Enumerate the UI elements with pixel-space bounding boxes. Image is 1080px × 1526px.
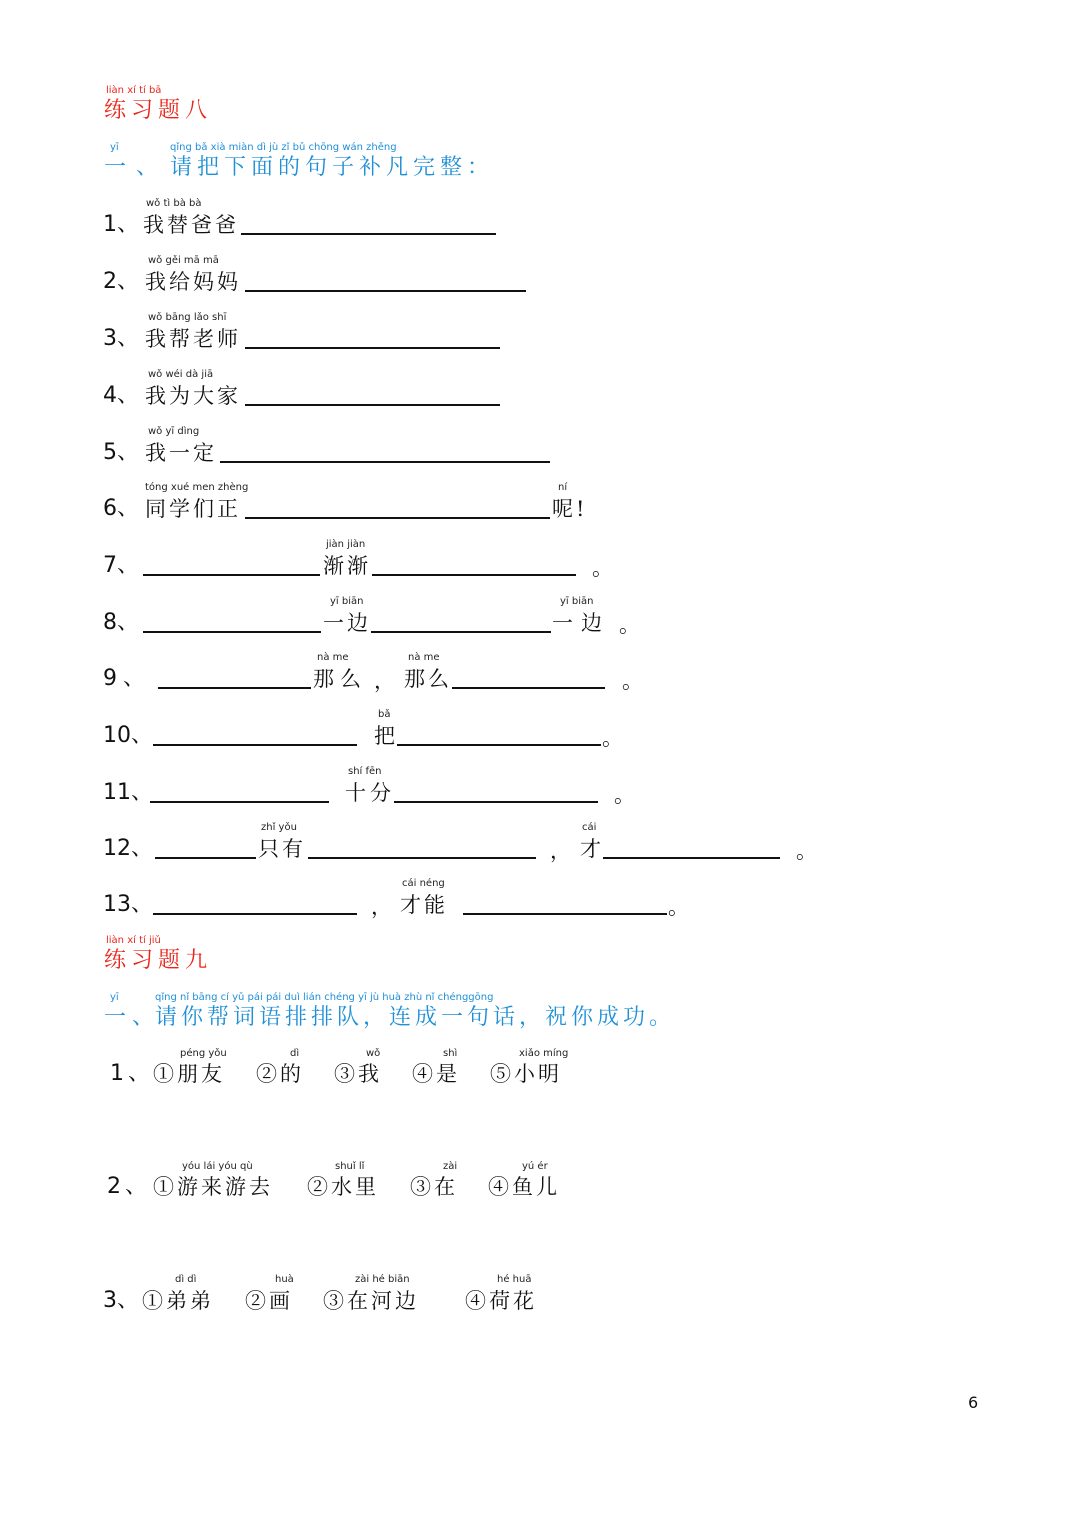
answer-blank[interactable] bbox=[603, 857, 780, 859]
item-text: 只有 bbox=[258, 837, 306, 861]
item-end-mark: 。 bbox=[622, 669, 646, 693]
section2-num: 一、 bbox=[104, 1005, 161, 1030]
word-pinyin: shuǐ lǐ bbox=[335, 1161, 365, 1172]
word-pinyin: zài bbox=[443, 1161, 458, 1172]
item-text: 我替爸爸 bbox=[143, 213, 239, 237]
item-number: 11、 bbox=[103, 780, 153, 805]
item-comma: ， bbox=[550, 839, 574, 863]
word-card: ②水里 bbox=[307, 1175, 379, 1199]
answer-blank[interactable] bbox=[158, 687, 311, 689]
item-text: 我给妈妈 bbox=[145, 270, 241, 294]
item-number: 3、 bbox=[103, 326, 139, 351]
item-number: 9、 bbox=[103, 666, 151, 691]
word-pinyin: dì bbox=[290, 1048, 300, 1059]
word-pinyin: wǒ bbox=[366, 1048, 381, 1059]
item-text-2: 才 bbox=[580, 837, 604, 861]
item-text-2: 呢! bbox=[552, 497, 588, 521]
section1-instruction-pinyin: qǐng bǎ xià miàn dì jù zǐ bǔ chōng wán zhěng bbox=[170, 142, 397, 153]
item-number: 12、 bbox=[103, 836, 153, 861]
word-card: ④荷花 bbox=[465, 1289, 537, 1313]
answer-blank[interactable] bbox=[371, 631, 551, 633]
section2-instruction: 请你帮词语排排队，连成一句话，祝你成功。 bbox=[155, 1005, 676, 1030]
answer-blank[interactable] bbox=[452, 687, 605, 689]
item-end-mark: 。 bbox=[614, 783, 638, 807]
answer-blank[interactable] bbox=[245, 290, 526, 292]
word-card: ⑤小明 bbox=[490, 1062, 562, 1086]
item-text: 才能 bbox=[400, 893, 448, 917]
answer-blank[interactable] bbox=[153, 913, 357, 915]
word-pinyin: zài hé biān bbox=[355, 1274, 410, 1285]
answer-blank[interactable] bbox=[245, 517, 550, 519]
item-pinyin: wǒ yī dìng bbox=[148, 426, 200, 437]
answer-blank[interactable] bbox=[397, 744, 601, 746]
item-pinyin: wǒ bāng lǎo shī bbox=[148, 312, 227, 323]
item-pinyin-2: cái bbox=[582, 822, 597, 833]
answer-blank[interactable] bbox=[241, 233, 496, 235]
item-text: 渐渐 bbox=[323, 554, 371, 578]
item-pinyin: wǒ tì bà bà bbox=[146, 198, 202, 209]
item-text: 同学们正 bbox=[145, 497, 241, 521]
word-card: ①游来游去 bbox=[153, 1175, 273, 1199]
word-card: ②画 bbox=[245, 1289, 293, 1313]
item-number: 8、 bbox=[103, 610, 139, 635]
item-text-2: 那么 bbox=[404, 667, 452, 691]
item-pinyin-2: nà me bbox=[408, 652, 440, 663]
item-number: 4、 bbox=[103, 383, 139, 408]
word-card: ③在河边 bbox=[323, 1289, 419, 1313]
section2-num-pinyin: yī bbox=[110, 992, 119, 1003]
item-pinyin: jiàn jiàn bbox=[326, 539, 366, 550]
item-pinyin: nà me bbox=[317, 652, 349, 663]
item-pinyin: cái néng bbox=[402, 878, 445, 889]
item-number: 7、 bbox=[103, 553, 139, 578]
section1-num: 一、 bbox=[104, 155, 169, 180]
item-text: 十分 bbox=[345, 781, 395, 805]
item-comma: ， bbox=[374, 669, 398, 693]
answer-blank[interactable] bbox=[153, 744, 357, 746]
section2-instruction-pinyin: qǐng nǐ bāng cí yǔ pái pái duì lián chéng yī jù huà zhù nǐ chénggōng bbox=[155, 992, 494, 1003]
exercise9-title-pinyin: liàn xí tí jiǔ bbox=[106, 935, 161, 946]
item-end-mark: 。 bbox=[796, 839, 820, 863]
item-pinyin: wǒ gěi mā mā bbox=[148, 255, 219, 266]
item-pinyin: tóng xué men zhèng bbox=[145, 482, 249, 493]
item-text: 我一定 bbox=[145, 441, 217, 465]
word-card: ④是 bbox=[412, 1062, 460, 1086]
item-end-mark: 。 bbox=[592, 556, 616, 580]
answer-blank[interactable] bbox=[372, 574, 576, 576]
word-card: ③我 bbox=[334, 1062, 382, 1086]
question-number: 3、 bbox=[103, 1288, 139, 1313]
item-end-mark: 。 bbox=[668, 895, 692, 919]
word-card: ④鱼儿 bbox=[488, 1175, 560, 1199]
word-pinyin: péng yǒu bbox=[180, 1048, 227, 1059]
item-end-mark: 。 bbox=[619, 613, 643, 637]
item-number: 10、 bbox=[103, 723, 153, 748]
page-number: 6 bbox=[968, 1393, 979, 1412]
answer-blank[interactable] bbox=[220, 461, 550, 463]
section1-instruction: 请把下面的句子补凡完整： bbox=[170, 155, 495, 180]
answer-blank[interactable] bbox=[245, 347, 500, 349]
item-pinyin: wǒ wéi dà jiā bbox=[148, 369, 214, 380]
word-pinyin: shì bbox=[443, 1048, 458, 1059]
word-card: ③在 bbox=[410, 1175, 458, 1199]
answer-blank[interactable] bbox=[143, 574, 320, 576]
item-text-2: 一边 bbox=[552, 611, 610, 635]
answer-blank[interactable] bbox=[308, 857, 536, 859]
exercise8-title: 练习题八 bbox=[104, 98, 213, 123]
word-card: ①朋友 bbox=[153, 1062, 225, 1086]
word-pinyin: huà bbox=[275, 1274, 294, 1285]
item-end-mark: 。 bbox=[602, 726, 626, 750]
exercise9-title: 练习题九 bbox=[104, 948, 213, 973]
word-pinyin: dì dì bbox=[175, 1274, 197, 1285]
question-number: 1、 bbox=[110, 1061, 154, 1086]
answer-blank[interactable] bbox=[394, 801, 598, 803]
answer-blank[interactable] bbox=[155, 857, 256, 859]
item-number: 5、 bbox=[103, 440, 139, 465]
word-pinyin: yú ér bbox=[522, 1161, 548, 1172]
word-pinyin: hé huā bbox=[497, 1274, 532, 1285]
item-comma: ， bbox=[371, 895, 395, 919]
item-number: 2、 bbox=[103, 269, 139, 294]
item-pinyin-2: yī biān bbox=[560, 596, 594, 607]
item-pinyin: shí fēn bbox=[348, 766, 382, 777]
word-card: ②的 bbox=[256, 1062, 304, 1086]
item-text: 那么 bbox=[313, 667, 367, 691]
item-text: 我为大家 bbox=[145, 384, 241, 408]
word-pinyin: xiǎo míng bbox=[519, 1048, 569, 1059]
answer-blank[interactable] bbox=[245, 404, 500, 406]
item-number: 13、 bbox=[103, 892, 153, 917]
word-pinyin: yóu lái yóu qù bbox=[182, 1161, 253, 1172]
answer-blank[interactable] bbox=[463, 913, 667, 915]
item-text: 我帮老师 bbox=[145, 327, 241, 351]
word-card: ①弟弟 bbox=[142, 1289, 214, 1313]
item-text: 一边 bbox=[323, 611, 371, 635]
question-number: 2、 bbox=[107, 1174, 151, 1199]
exercise8-title-pinyin: liàn xí tí bā bbox=[106, 85, 162, 96]
item-number: 6、 bbox=[103, 496, 139, 521]
answer-blank[interactable] bbox=[150, 801, 329, 803]
item-text: 把 bbox=[374, 724, 398, 748]
item-pinyin-2: ní bbox=[558, 482, 568, 493]
item-number: 1、 bbox=[103, 212, 139, 237]
item-pinyin: bǎ bbox=[378, 709, 391, 720]
item-pinyin: yī biān bbox=[330, 596, 364, 607]
answer-blank[interactable] bbox=[143, 631, 321, 633]
section1-num-pinyin: yī bbox=[110, 142, 119, 153]
item-pinyin: zhǐ yǒu bbox=[261, 822, 297, 833]
